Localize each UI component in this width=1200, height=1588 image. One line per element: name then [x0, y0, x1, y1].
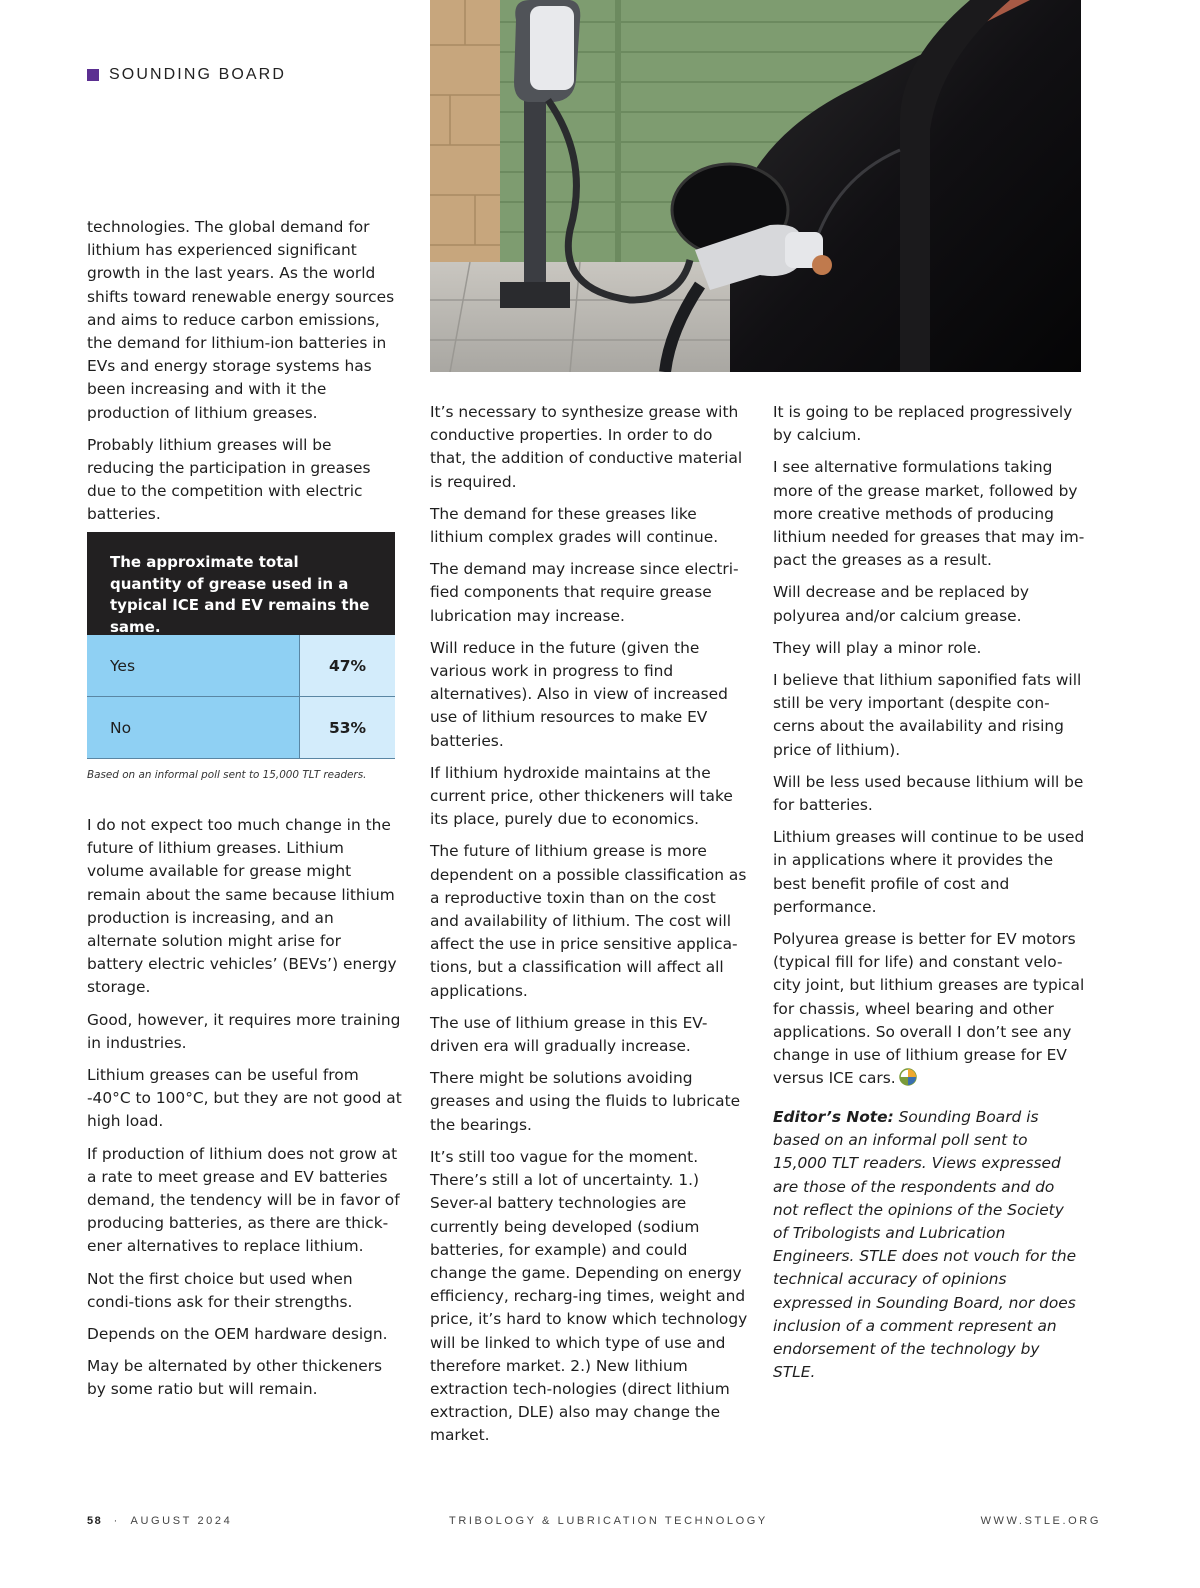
column-3: [773, 401, 1088, 1102]
paragraph: The future of lithium grease is more dependent on a possible classification as a reproductive toxin than on the cost and availability of lithium. The cost will affect the use in price sensitive applica-tions, but a classification will affect all applications.: [430, 842, 747, 1000]
poll-source-note: Based on an informal poll sent to 15,000 TLT readers.: [87, 769, 367, 781]
poll-option-value: 53%: [300, 697, 395, 758]
column-1-bottom: [87, 814, 402, 1411]
poll-table: [87, 532, 395, 759]
column-2: [430, 401, 748, 1457]
poll-option-label: No: [87, 697, 300, 758]
page-number: 58: [87, 1515, 103, 1527]
publication-name: TRIBOLOGY & LUBRICATION TECHNOLOGY: [449, 1515, 768, 1527]
footer-left: [87, 1515, 232, 1527]
issue-date: AUGUST 2024: [130, 1515, 233, 1527]
paragraph: The use of lithium grease in this EV-driven era will gradually increase.: [430, 1013, 708, 1056]
stle-end-mark-icon: [899, 1068, 917, 1093]
paragraph: The demand for these greases like lithium complex grades will continue.: [430, 504, 719, 547]
website-link[interactable]: WWW.STLE.ORG: [980, 1515, 1101, 1527]
paragraph: Will be less used because lithium will be for batteries.: [773, 772, 1084, 815]
poll-option-label: Yes: [87, 635, 300, 696]
editor-note: [773, 1106, 1078, 1384]
poll-row-no: [87, 697, 395, 759]
paragraph: Depends on the OEM hardware design.: [87, 1325, 388, 1344]
paragraph: It’s necessary to synthesize grease with conductive properties. In order to do that, the addition of conductive material is required.: [430, 403, 743, 491]
paragraph: I see alternative formulations taking more of the grease market, followed by more creative methods of producing lithium needed for greases that may im-pact the greases as a result.: [773, 458, 1085, 570]
section-tag: [87, 64, 286, 86]
section-label: SOUNDING BOARD: [109, 66, 286, 83]
paragraph: Lithium greases can be useful from -40°C to 100°C, but they are not good at high load.: [87, 1066, 402, 1131]
paragraph: If lithium hydroxide maintains at the current price, other thickeners will take its place, purely due to economics.: [430, 763, 733, 829]
editor-note-label: Editor’s Note:: [773, 1108, 894, 1126]
paragraph: If production of lithium does not grow at a rate to meet grease and EV batteries demand, the tendency will be in favor of producing batteries, as there are thick-ener alternatives to replace lithium.: [87, 1144, 400, 1256]
section-marker: [87, 69, 99, 81]
paragraph-text: Polyurea grease is better for EV motors (typical fill for life) and constant velo-city joint, but lithium greases are typical for chassis, wheel bearing and other applications. So overall I don’t see any change in use of lithium grease for EV versus ICE cars.: [773, 930, 1085, 1088]
paragraph: It’s still too vague for the moment. There’s still a lot of uncertainty. 1.) Sever-al battery technologies are currently being developed (sodium batteries, for example) and could change the game. Depending on energy efficiency, recharg-ing times, weight and price, it’s hard to know which technology will be linked to which type of use and therefore market. 2.) New lithium extraction tech-nologies (direct lithium extraction, DLE) also may change the market.: [430, 1147, 748, 1445]
paragraph-with-end-mark: [773, 928, 1088, 1093]
paragraph: Not the first choice but used when condi-tions ask for their strengths.: [87, 1269, 353, 1311]
column-1-top: [87, 216, 402, 536]
poll-question: The approximate total quantity of grease used in a typical ICE and EV remains the same.: [87, 532, 395, 635]
paragraph: There might be solutions avoiding greases and using the fluids to lubricate the bearings.: [430, 1069, 741, 1134]
poll-option-value: 47%: [300, 635, 395, 696]
paragraph: May be alternated by other thickeners by some ratio but will remain.: [87, 1357, 383, 1399]
paragraph: They will play a minor role.: [773, 638, 982, 657]
footer-separator: ·: [113, 1515, 120, 1527]
paragraph: Will decrease and be replaced by polyurea and/or calcium grease.: [773, 583, 1029, 625]
paragraph: Probably lithium greases will be reducing the participation in greases due to the competition with electric batteries.: [87, 435, 371, 524]
paragraph: technologies. The global demand for lithium has experienced significant growth in the last years. As the world shifts toward renewable energy sources and aims to reduce carbon emissions, the demand for lithium-ion batteries in EVs and energy storage systems has been increasing and with it the production of lithium greases.: [87, 218, 395, 422]
paragraph: Lithium greases will continue to be used in applications where it provides the best benefit profile of cost and performance.: [773, 828, 1085, 916]
paragraph: Good, however, it requires more training in industries.: [87, 1010, 401, 1052]
paragraph: I believe that lithium saponified fats will still be very important (despite con-cerns about the availability and rising price of lithium).: [773, 671, 1082, 759]
paragraph: Will reduce in the future (given the various work in progress to find alternatives). Also in view of increased use of lithium resources to make EV batteries.: [430, 638, 728, 750]
ev-charging-photo: [430, 0, 1081, 372]
poll-row-yes: [87, 635, 395, 697]
paragraph: The demand may increase since electri-fied components that require grease lubrication may increase.: [430, 560, 739, 625]
paragraph: It is going to be replaced progressively by calcium.: [773, 403, 1073, 445]
paragraph: I do not expect too much change in the future of lithium greases. Lithium volume available for grease might remain about the same because lithium production is increasing, and an alternate solution might arise for battery electric vehicles’ (BEVs’) energy storage.: [87, 816, 397, 997]
editor-note-text: Sounding Board is based on an informal poll sent to 15,000 TLT readers. Views expressed are those of the respondents and do not reflect the opinions of the Society of Tribologists and Lubrication Engineers. STLE does not vouch for the technical accuracy of opinions expressed in Sounding Board, nor does inclusion of a comment represent an endorsement of the technology by STLE.: [773, 1108, 1077, 1382]
